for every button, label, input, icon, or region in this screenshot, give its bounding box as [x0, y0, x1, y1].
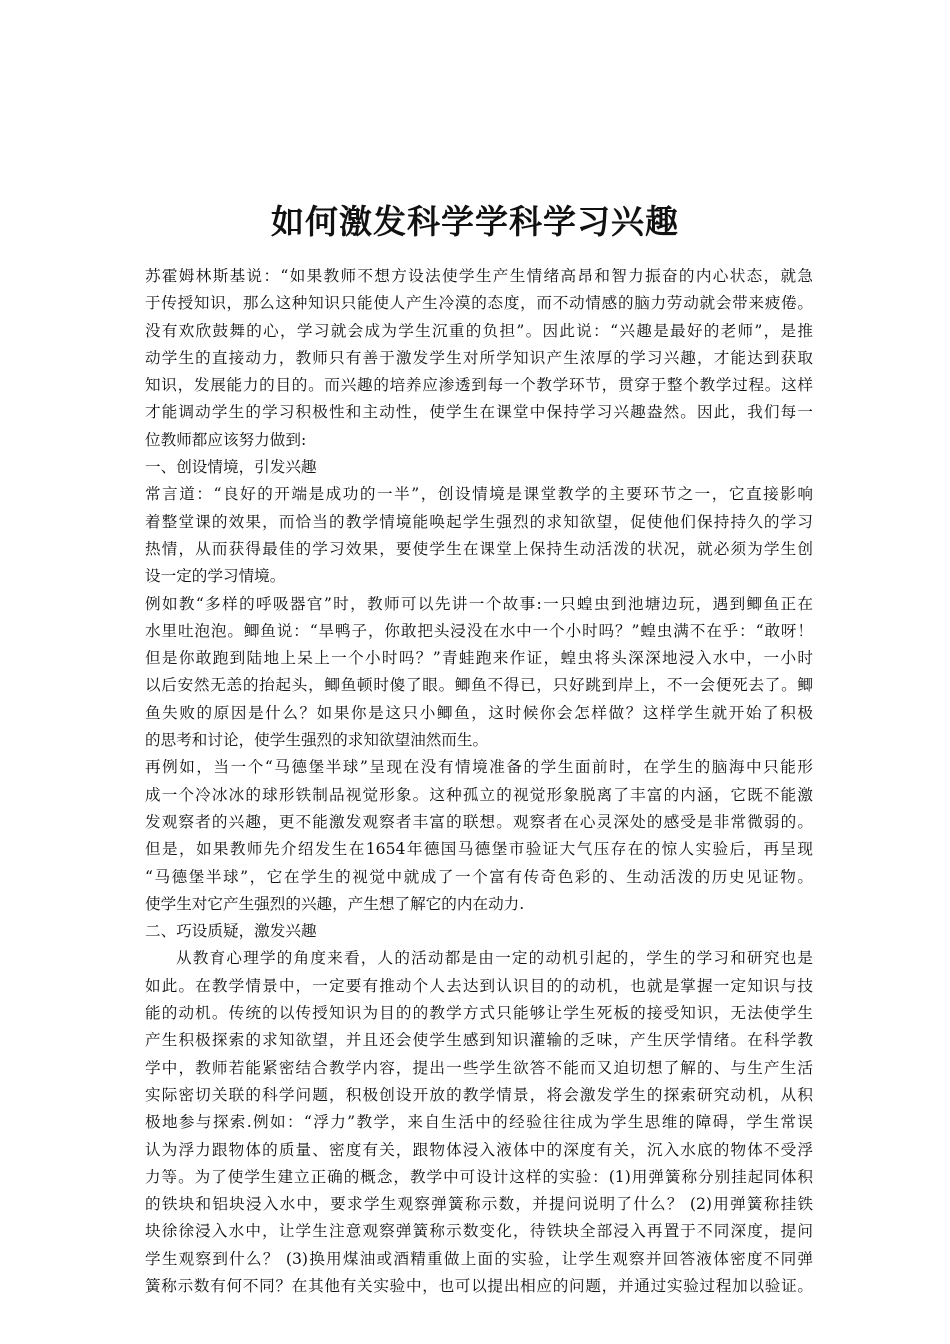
section-heading: 二、巧设质疑，激发兴趣: [145, 922, 317, 941]
text-line: 学生观察到什么？ (3)换用煤油或酒精重做上面的实验，让学生观察并回答液体密度不同弹: [145, 1249, 813, 1268]
text-line: 认为浮力跟物体的质量、密度有关，跟物体浸入液体中的深度有关，沉入水底的物体不受浮: [145, 1140, 813, 1159]
text-line: 的思考和讨论，使学生强烈的求知欲望油然而生。: [145, 731, 489, 750]
text-line: 但是你敢跑到陆地上呆上一个小时吗？”青蛙跑来作证，蝗虫将头深深地浸入水中，一小时: [145, 649, 813, 668]
text-line: 例如教“多样的呼吸器官”时，教师可以先讲一个故事:一只蝗虫到池塘边玩，遇到鲫鱼正在: [145, 594, 813, 613]
text-line: 能的动机。传统的以传授知识为目的的教学方式只能够让学生死板的接受知识，无法使学生: [145, 1004, 813, 1023]
text-line: 使学生对它产生强烈的兴趣，产生想了解它的内在动力.: [145, 894, 525, 913]
text-line: 力等。为了使学生建立正确的概念，教学中可设计这样的实验：(1)用弹簧称分别挂起同体积: [145, 1167, 813, 1186]
section-heading: 一、创设情境，引发兴趣: [145, 458, 317, 477]
text-line: 设一定的学习情境。: [145, 567, 286, 586]
document-body: [145, 263, 813, 1300]
text-line: 知识，发展能力的目的。而兴趣的培养应渗透到每一个教学环节，贯穿于整个教学过程。这样: [145, 376, 813, 395]
text-line: 常言道：“良好的开端是成功的一半”，创设情境是课堂教学的主要环节之一，它直接影响: [145, 485, 813, 504]
text-line: 于传授知识，那么这种知识只能使人产生冷漠的态度，而不动情感的脑力劳动就会带来疲倦。: [145, 294, 813, 313]
text-line: “马德堡半球”，它在学生的视觉中就成了一个富有传奇色彩的、生动活泼的历史见证物。: [145, 867, 813, 886]
text-line: 位教师都应该努力做到:: [145, 430, 307, 449]
text-line: 没有欢欣鼓舞的心，学习就会成为学生沉重的负担”。因此说：“兴趣是最好的老师”，是推: [145, 321, 813, 340]
text-line: 热情，从而获得最佳的学习效果，要使学生在课堂上保持生动活泼的状况，就必须为学生创: [145, 539, 813, 558]
text-line: 实际密切关联的科学问题，积极创设开放的教学情景，将会激发学生的探索研究动机，从积: [145, 1085, 813, 1104]
text-line: 发观察者的兴趣，更不能激发观察者丰富的联想。观察者在心灵深处的感受是非常微弱的。: [145, 812, 813, 831]
text-line: 产生积极探索的求知欲望，并且还会使学生感到知识灌输的乏味，产生厌学情绪。在科学教: [145, 1031, 813, 1050]
text-line: 但是，如果教师先介绍发生在1654年德国马德堡市验证大气压存在的惊人实验后，再呈现: [145, 840, 813, 859]
text-line: 块徐徐浸入水中，让学生注意观察弹簧称示数变化，待铁块全部浸入再置于不同深度，提问: [145, 1222, 813, 1241]
document-title: 如何激发科学学科学习兴趣: [271, 202, 679, 241]
text-line: 极地参与探索.例如：“浮力”教学，来自生活中的经验往往成为学生思维的障碍，学生常误: [145, 1113, 813, 1132]
text-line: 以后安然无恙的抬起头，鲫鱼顿时傻了眼。鲫鱼不得已，只好跳到岸上，不一会便死去了。鲫: [145, 676, 813, 695]
text-line: 水里吐泡泡。鲫鱼说：“旱鸭子，你敢把头浸没在水中一个小时吗？”蝗虫满不在乎：“敢呀！: [145, 621, 813, 640]
text-line: 苏霍姆林斯基说：“如果教师不想方设法使学生产生情绪高昂和智力振奋的内心状态，就急: [145, 267, 813, 285]
text-line: 学中，教师若能紧密结合教学内容，提出一些学生欲答不能而又迫切想了解的、与生产生活: [145, 1058, 813, 1077]
text-line: 成一个冷冰冰的球形铁制品视觉形象。这种孤立的视觉形象脱离了丰富的内涵，它既不能激: [145, 785, 813, 804]
text-line: 再例如，当一个“马德堡半球”呈现在没有情境准备的学生面前时，在学生的脑海中只能形: [145, 758, 813, 777]
text-line: 鱼失败的原因是什么？如果你是这只小鲫鱼，这时候你会怎样做？这样学生就开始了积极: [145, 703, 813, 722]
text-line: 才能调动学生的学习积极性和主动性，使学生在课堂中保持学习兴趣盎然。因此，我们每一: [145, 403, 813, 422]
text-line: 如此。在教学情景中，一定要有推动个人去达到认识目的的动机，也就是掌握一定知识与技: [145, 976, 813, 995]
text-line: 的铁块和铝块浸入水中，要求学生观察弹簧称示数，并提问说明了什么？ (2)用弹簧称挂铁: [145, 1195, 813, 1214]
text-line: 着整堂课的效果，而恰当的教学情境能唤起学生强烈的求知欲望，促使他们保持持久的学习: [145, 512, 813, 531]
text-line: 从教育心理学的角度来看，人的活动都是由一定的动机引起的，学生的学习和研究也是: [176, 949, 813, 968]
text-line: 动学生的直接动力，教师只有善于激发学生对所学知识产生浓厚的学习兴趣，才能达到获取: [145, 348, 813, 367]
text-line: 簧称示数有何不同？在其他有关实验中，也可以提出相应的问题，并通过实验过程加以验证。: [145, 1276, 813, 1295]
